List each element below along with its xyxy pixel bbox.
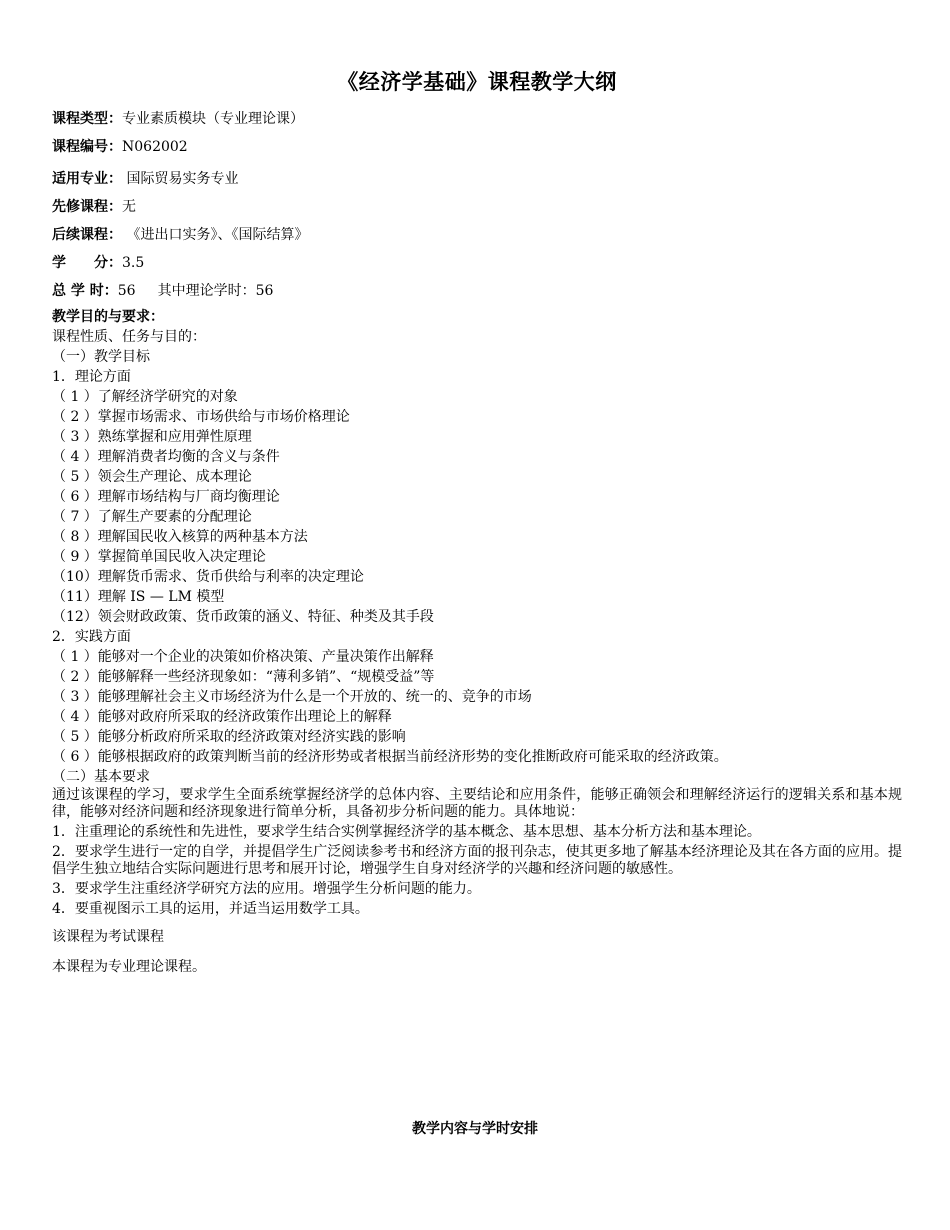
- practice-list: [52, 647, 902, 767]
- list-item: 1．注重理论的系统性和先进性，要求学生结合实例掌握经济学的基本概念、基本思想、基本分析方法和基本理论。: [52, 824, 761, 840]
- list-item: （ 6 ）理解市场结构与厂商均衡理论: [52, 489, 280, 505]
- section-title: 教学内容与学时安排: [412, 1121, 538, 1137]
- objectives-heading: 教学目的与要求：: [52, 309, 164, 325]
- list-item: （ 3 ）熟练掌握和应用弹性原理: [52, 429, 252, 445]
- basic-req-intro: 通过该课程的学习，要求学生全面系统掌握经济学的总体内容、主要结论和应用条件，能够正确领会和理解经济运行的逻辑关系和基本规律，能够对经济问题和经济现象进行简单分析，具备初步分析问题的能力。具体地说：: [52, 787, 902, 820]
- major-label: 适用专业：: [52, 171, 122, 187]
- list-item: （ 4 ）理解消费者均衡的含义与条件: [52, 449, 280, 465]
- course-code-value: N062002: [122, 139, 188, 155]
- course-type-label: 课程类型：: [52, 111, 122, 127]
- exam-note: 该课程为考试课程: [52, 929, 164, 945]
- course-note: 本课程为专业理论课程。: [52, 959, 206, 975]
- major-value: 国际贸易实务专业: [122, 171, 239, 187]
- list-item: （ 3 ）能够理解社会主义市场经济为什么是一个开放的、统一的、竞争的市场: [52, 689, 532, 705]
- course-type-value: 专业素质模块（专业理论课）: [122, 111, 304, 127]
- nature-line: 课程性质、任务与目的：: [52, 329, 206, 345]
- followup-label: 后续课程：: [52, 227, 122, 243]
- list-item: 4．要重视图示工具的运用，并适当运用数学工具。: [52, 901, 369, 917]
- meta-credits: [52, 249, 902, 277]
- document-title: 《经济学基础》课程教学大纲: [337, 70, 617, 94]
- credits-label: 学 分：: [52, 255, 122, 271]
- list-item: （ 7 ）了解生产要素的分配理论: [52, 509, 252, 525]
- credits-value: 3.5: [122, 255, 145, 271]
- course-code-label: 课程编号：: [52, 139, 122, 155]
- meta-course-code: [52, 133, 902, 161]
- list-item: （ 6 ）能够根据政府的政策判断当前的经济形势或者根据当前经济形势的变化推断政府可能采取的经济政策。: [52, 749, 728, 765]
- followup-value: 《进出口实务》、《国际结算》: [122, 227, 309, 243]
- list-item: （ 4 ）能够对政府所采取的经济政策作出理论上的解释: [52, 709, 392, 725]
- theory-heading: 1．理论方面: [52, 369, 131, 385]
- prereq-label: 先修课程：: [52, 199, 122, 215]
- basic-req-list: [52, 824, 902, 918]
- hours-value: 56: [117, 283, 136, 299]
- list-item: （ 2 ）能够解释一些经济现象如：“薄利多销”、“规模受益”等: [52, 669, 435, 685]
- list-item: （ 1 ）能够对一个企业的决策如价格决策、产量决策作出解释: [52, 649, 434, 665]
- practice-heading: 2．实践方面: [52, 629, 131, 645]
- meta-hours: [52, 277, 902, 305]
- list-item: （12）领会财政政策、货币政策的涵义、特征、种类及其手段: [52, 609, 434, 625]
- list-item: （ 5 ）领会生产理论、成本理论: [52, 469, 252, 485]
- list-item: （ 8 ）理解国民收入核算的两种基本方法: [52, 529, 308, 545]
- meta-course-type: [52, 105, 902, 133]
- prereq-value: 无: [122, 199, 136, 215]
- meta-major: [52, 165, 902, 193]
- list-item: 2．要求学生进行一定的自学，并提倡学生广泛阅读参考书和经济方面的报刊杂志，使其更多地了解基本经济理论及其在各方面的应用。提倡学生独立地结合实际问题进行思考和展开讨论，增强学生自身对经济学的兴趣和经济问题的敏感性。: [52, 844, 902, 877]
- list-item: （11）理解 IS — LM 模型: [52, 589, 225, 605]
- list-item: （ 2 ）掌握市场需求、市场供给与市场价格理论: [52, 409, 350, 425]
- meta-followup: [52, 221, 902, 249]
- basic-req-heading: （二）基本要求: [52, 769, 150, 785]
- list-item: （10）理解货币需求、货币供给与利率的决定理论: [52, 569, 364, 585]
- goal-heading: （一）教学目标: [52, 349, 150, 365]
- theory-hours-value: 其中理论学时：56: [157, 283, 274, 299]
- meta-prereq: [52, 193, 902, 221]
- syllabus-page: [52, 66, 902, 978]
- list-item: （ 1 ）了解经济学研究的对象: [52, 389, 238, 405]
- list-item: （ 5 ）能够分析政府所采取的经济政策对经济实践的影响: [52, 729, 406, 745]
- hours-label: 总 学 时：: [52, 283, 118, 299]
- theory-list: [52, 387, 902, 627]
- list-item: 3．要求学生注重经济学研究方法的应用。增强学生分析问题的能力。: [52, 881, 481, 897]
- list-item: （ 9 ）掌握简单国民收入决定理论: [52, 549, 266, 565]
